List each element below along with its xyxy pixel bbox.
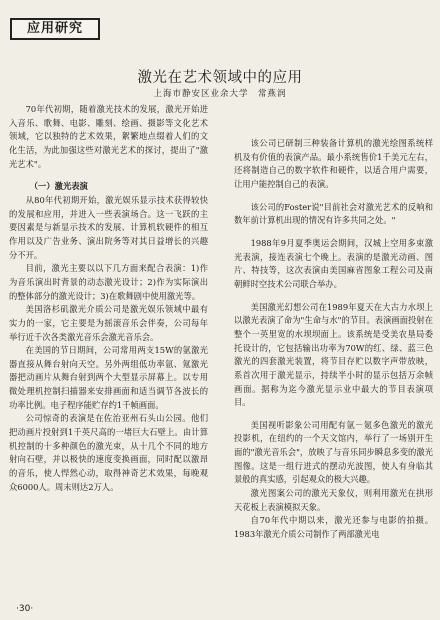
paragraph: 在美国的节日期间，公司常用两支15W的氩激光器直接从舞台射向天空。另外两组低功率氩、氪激光器把动画片从舞台射到两个大型显示屏幕上。以专用微处理机控制扫描器来安排画面和适当调节各波长的功率比例。电子程序能贮存约1千帧画面。 (9, 345, 208, 410)
paragraph: 该公司的Foster说"目前社会对激光艺术的反响和数年前计算机出现的情况有许多共同之处。" (234, 201, 433, 226)
article-title: 激光在艺术领域中的应用 (137, 70, 303, 86)
paragraph: 公司惊奇的表演是在佐治亚州石头山公园。他们把动画片投射到1千英尺高的一堵巨大石壁上。由计算机控制的十多种颜色的激光束，从十几个不同的地方射向石壁，并以极快的速度变换画面，同时配以激昂的音乐，使人悍然心动，取得神奇艺术效果，每晚观众6000人。周末则达2万人。 (9, 413, 208, 492)
left-column (9, 103, 208, 494)
paragraph: 激光图案公司的激光天象仪，则利用激光在拱形天花板上表演模拟天象。 (234, 488, 433, 512)
paragraph: 美国视听影象公司用配有氩－氪多色激光的激光投影机，在纽约的一个天文馆内，举行了一场别开生面的"激光音乐会"，放映了与音乐同步瞬息多变的激光图像。这是一组行进式的摆动光波图，使人有身临其景般的真实感，引起观众的极大兴趣。 (234, 419, 433, 485)
page-number: ·30· (16, 604, 34, 614)
paragraph: 从80年代初期开始，激光娱乐显示技术获得较快的发展和应用，并进入一些表演场合。这一飞跃的主要因素是与新显示技术的发展、计算机软硬件的相互作用以及广告业务、演出院务等对其日益增长的兴趣分不开。 (9, 194, 208, 260)
article-author: 上海市静安区业余大学 常燕润 (153, 89, 287, 99)
paragraph: 该公司已研制三种装备计算机的激光绘图系统样机及有价值的表演产品。最小系统售价1千美元左右，还将制造自己的数字软件和硬件，以适合用户需要，让用户能控制自己的表演。 (234, 138, 433, 189)
paragraph: 美国激光幻想公司在1989年夏天在大古力水坝上以激光表演了命为"生命与水"的节目。表演画面投射在整个一英里宽的水坝坝面上。该系统是受美农垦局委托设计的，它包括输出功率为70W的红、绿、蓝三色激光的四套激光装置，将节目存贮以数字声带放映，系首次用于激光显示，持续半小时的显示包括万余帧画面。据称为迄今激光显示业中最大的节目表演项目。 (234, 301, 433, 408)
section-heading: （一）激光表演 (29, 181, 88, 192)
section-tag: 应用研究 (10, 18, 100, 40)
paragraph: 目前，激光主要以以下几方面来配合表演：1)作为音乐演出时背景的动态激光设计；2)作为实际演出的整体部分的激光设计；3)在歌舞剧中使用激光等。 (9, 263, 208, 301)
paragraph: 自70年代中期以来，激光还参与电影的拍摄。1983年激光介质公司制作了两部激光电 (234, 515, 433, 540)
paragraph: 美国洛杉矶激光介质公司是激光娱乐领域中最有实力的一家，它主要是为摇滚音乐会伴奏，公司每年举行近千次各类激光音乐会激光音乐会。 (9, 304, 208, 342)
paragraph: 70年代初期，随着激光技术的发展，激光开始进入音乐、歌舞、电影、雕刻、绘画、摄影等文化艺术领域，它以独特的艺术效果，絮繁地点缀着人们的文化生活，为此加强这些对激光艺术的探讨，提出了"激光艺术"。 (9, 104, 208, 169)
right-column (234, 103, 433, 542)
paragraph: 1988年9月夏季奥运会期间，汉城上空用多束激光表演，接连表演七个晚上。表演的是激光动画、图片、特技等，这次表演由美国麻省图象工程公司及南朝鲜时空技术公司联合举办。 (234, 237, 433, 289)
